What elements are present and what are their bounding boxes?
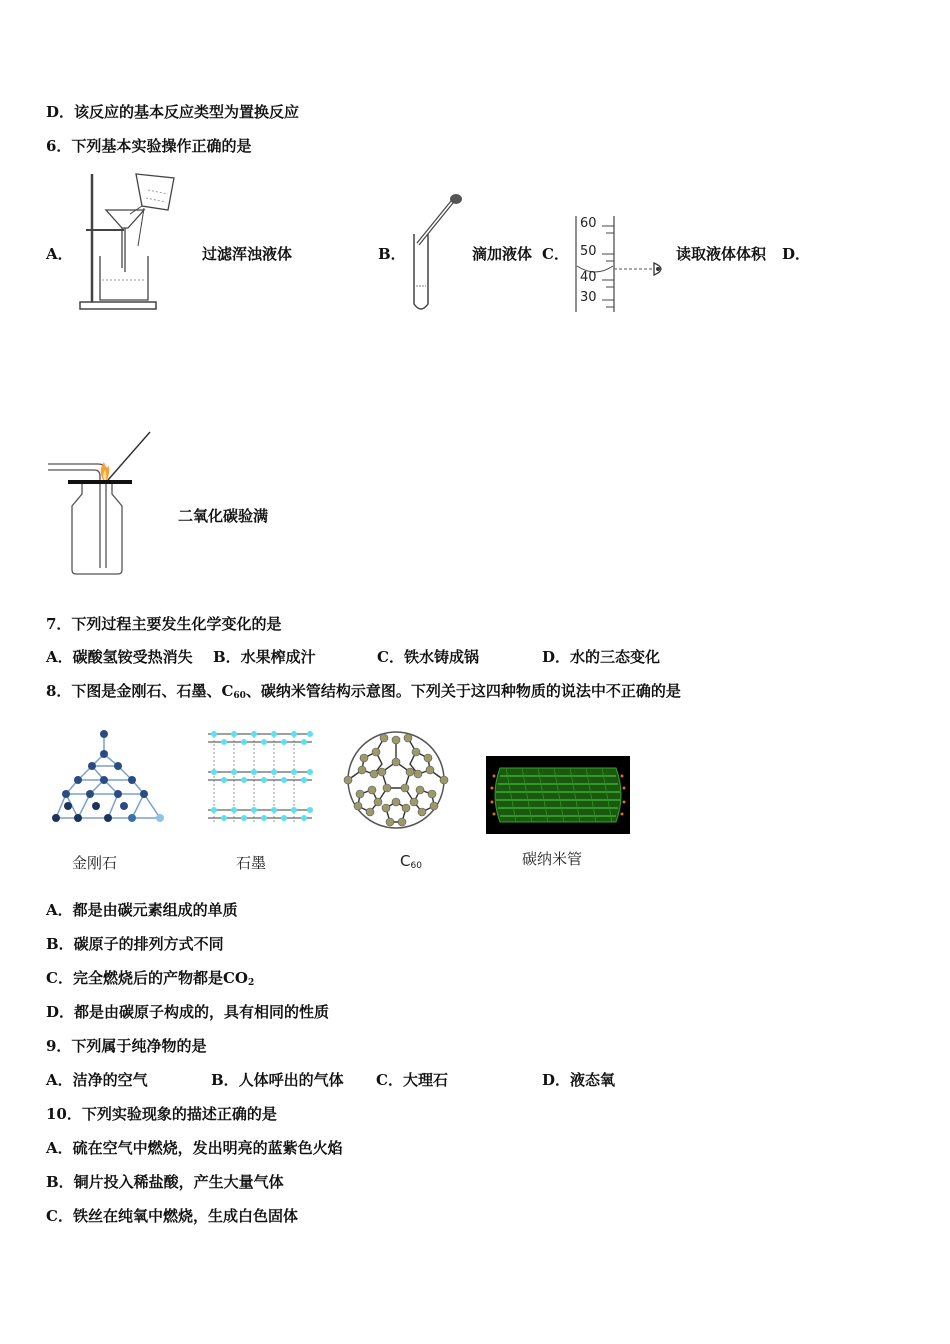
cylinder-tick-40: 40 [580, 270, 597, 285]
q5-option-d: D．该反应的基本反应类型为置换反应 [46, 103, 300, 121]
q7-option-a: A．碳酸氢铵受热消失 [46, 648, 193, 666]
cylinder-tick-50: 50 [580, 244, 597, 259]
q8-stem: 8．下图是金刚石、石墨、$C_{60}$、碳纳米管结构示意图。下列关于这四种物质的说法中不正确的是 [46, 682, 681, 701]
q10-option-c: C．铁丝在纯氧中燃烧，生成白色固体 [46, 1207, 298, 1225]
label-nanotube: 碳纳米管 [522, 850, 583, 868]
q10-stem: 10．下列实验现象的描述正确的是 [46, 1105, 277, 1123]
q6-option-d-text: 二氧化碳验满 [178, 507, 269, 525]
q6-option-a-letter: A． [46, 245, 73, 263]
q9-option-a: A．洁净的空气 [46, 1071, 148, 1089]
graphite-structure-figure [204, 726, 316, 830]
q8-option-b: B．碳原子的排列方式不同 [46, 935, 224, 953]
q7-stem: 7．下列过程主要发生化学变化的是 [46, 615, 282, 633]
q6-option-c-letter: C． [542, 245, 569, 263]
q9-option-c: C．大理石 [376, 1071, 448, 1089]
q7-option-c: C．铁水铸成锅 [377, 648, 479, 666]
q6-option-b-letter: B． [378, 245, 406, 263]
q9-option-b: B．人体呼出的气体 [211, 1071, 344, 1089]
q6-stem: 6．下列基本实验操作正确的是 [46, 137, 252, 155]
gas-bottle-figure [46, 428, 156, 578]
label-diamond: 金刚石 [72, 854, 118, 872]
cylinder-tick-60: 60 [580, 216, 597, 231]
q8-option-d: D．都是由碳原子构成的，具有相同的性质 [46, 1003, 330, 1021]
cylinder-tick-30: 30 [580, 290, 597, 305]
q7-option-d: D．水的三态变化 [542, 648, 661, 666]
q10-option-a: A．硫在空气中燃烧，发出明亮的蓝紫色火焰 [46, 1139, 343, 1157]
q9-stem: 9．下列属于纯净物的是 [46, 1037, 207, 1055]
q6-option-a-text: 过滤浑浊液体 [202, 245, 293, 263]
nanotube-structure-figure [486, 756, 630, 834]
q8-option-a: A．都是由碳元素组成的单质 [46, 901, 238, 919]
filtration-figure [76, 168, 186, 313]
c60-structure-figure [340, 728, 452, 832]
q10-option-b: B．铜片投入稀盐酸，产生大量气体 [46, 1173, 284, 1191]
q7-option-b: B．水果榨成汁 [213, 648, 316, 666]
diamond-structure-figure [48, 726, 168, 830]
q8-option-c: C．完全燃烧后的产物都是$CO_2$ [46, 969, 255, 988]
dropper-figure [404, 190, 474, 316]
q6-option-b-text: 滴加液体 [472, 245, 533, 263]
q6-option-c-text: 读取液体体积 [676, 245, 767, 263]
label-graphite: 石墨 [236, 854, 267, 872]
q6-option-d-letter: D． [782, 245, 811, 263]
q9-option-d: D．液态氧 [542, 1071, 616, 1089]
label-c60: $C_{60}$ [400, 852, 422, 871]
